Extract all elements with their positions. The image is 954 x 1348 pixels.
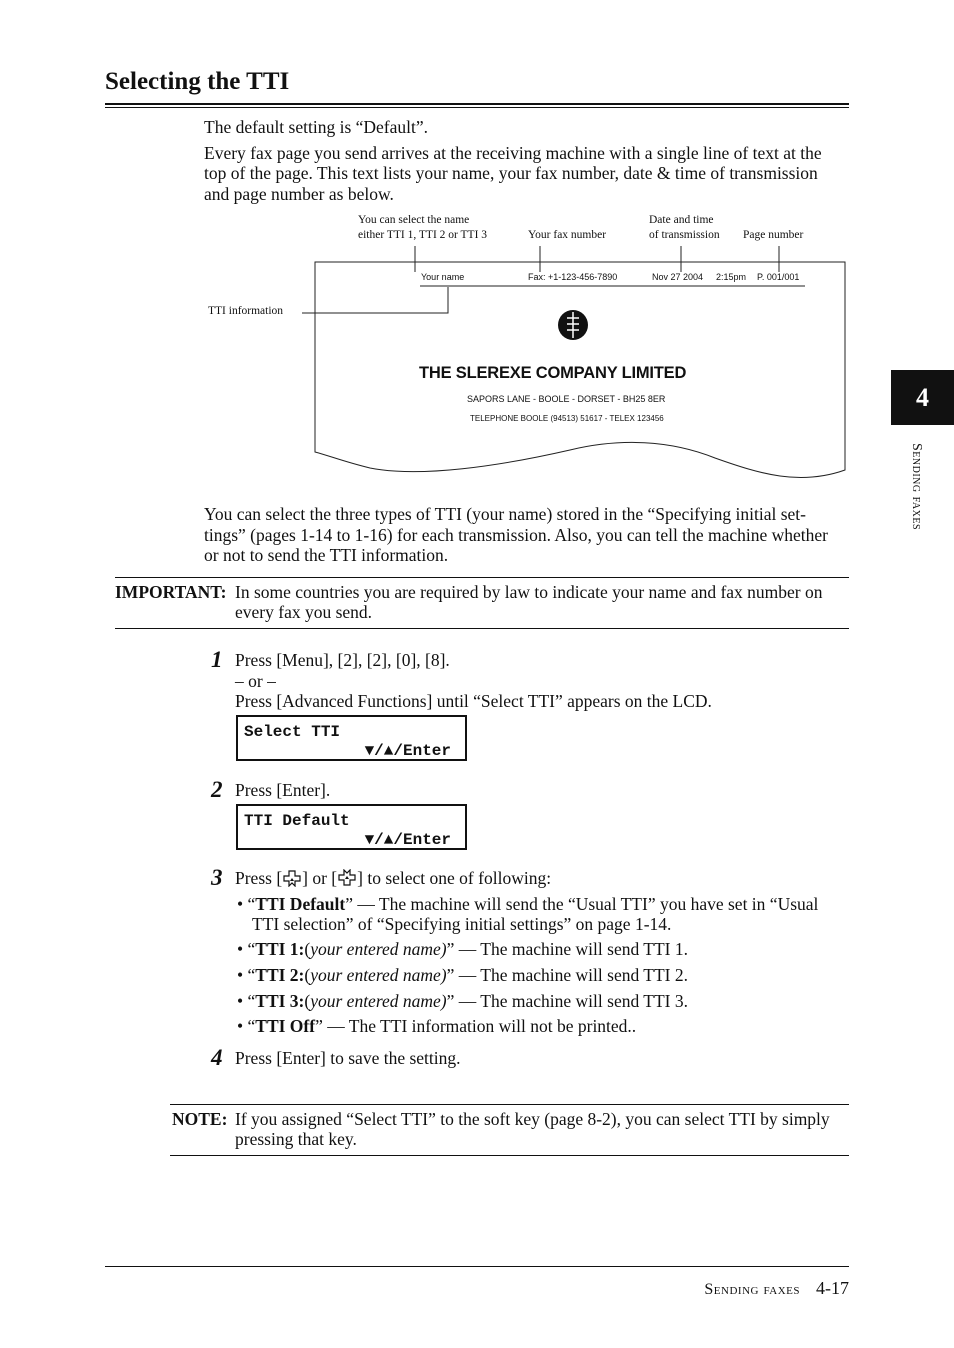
nav-key-down-icon: [282, 869, 302, 887]
header-date: Nov 27 2004: [652, 272, 704, 282]
step-number: 1: [211, 647, 223, 672]
important-rule-bottom: [115, 628, 849, 629]
chapter-tab: 4: [891, 370, 954, 425]
lcd-line-2: ▼/▲/Enter: [364, 831, 451, 849]
select-para-line: or not to send the TTI information.: [204, 545, 449, 565]
option-item-cont: TTI selection” of “Specifying initial settings” on page 1-14.: [252, 914, 672, 934]
header-your-name: Your name: [421, 272, 465, 282]
important-rule-top: [115, 577, 849, 578]
header-fax: Fax: +1-123-456-7890: [528, 272, 618, 282]
note-rule-bottom: [170, 1155, 849, 1156]
note-rule-top: [170, 1104, 849, 1105]
option-item: • “TTI 3:(your entered name)” — The machine will send TTI 3.: [237, 991, 688, 1011]
lcd-line-1: Select TTI: [244, 723, 341, 741]
footer-section: Sending faxes: [704, 1281, 800, 1298]
lcd-display: [236, 804, 467, 850]
callout-fax: Your fax number: [528, 229, 607, 241]
fax-page-illustration: [0, 0, 954, 500]
step-text: Press [ ] or [ ] to select one of following:: [235, 868, 552, 888]
intro-para-line: Every fax page you send arrives at the receiving machine with a single line of text at the: [204, 143, 822, 163]
option-item: • “TTI Off” — The TTI information will not be printed..: [237, 1016, 637, 1036]
lcd-line-2: ▼/▲/Enter: [364, 742, 451, 760]
header-time: 2:15pm: [716, 272, 747, 282]
callout-date-1: Date and time: [649, 214, 714, 226]
important-label: IMPORTANT:: [115, 582, 227, 602]
step-text: Press [Enter] to save the setting.: [235, 1048, 461, 1068]
intro-para-line: top of the page. This text lists your name, your fax number, date & time of transmission: [204, 163, 818, 183]
option-item: • “TTI 1:(your entered name)” — The machine will send TTI 1.: [237, 939, 688, 959]
lcd-display: [236, 715, 467, 761]
step-number: 4: [211, 1045, 223, 1070]
step-text: Press [Menu], [2], [2], [0], [8].: [235, 650, 450, 670]
page-footer: [704, 1278, 849, 1299]
chapter-side-title: Sending faxes: [909, 443, 924, 531]
company-address: SAPORS LANE - BOOLE - DORSET - BH25 8ER: [467, 394, 666, 404]
option-item: • “TTI 2:(your entered name)” — The machine will send TTI 2.: [237, 965, 688, 985]
step-number: 2: [211, 777, 223, 802]
callout-name-1: You can select the name: [358, 214, 470, 226]
header-page: P. 001/001: [757, 272, 800, 282]
company-phone: TELEPHONE BOOLE (94513) 51617 - TELEX 123456: [470, 414, 664, 423]
option-item: • “TTI Default” — The machine will send the “Usual TTI” you have set in “Usual: [237, 894, 819, 914]
callout-name-2: either TTI 1, TTI 2 or TTI 3: [358, 229, 488, 241]
footer-rule: [105, 1266, 849, 1267]
step-text: Press [Advanced Functions] until “Select TTI” appears on the LCD.: [235, 691, 712, 711]
note-text: pressing that key.: [235, 1129, 357, 1149]
tti-info-label: TTI information: [208, 305, 284, 317]
important-text: In some countries you are required by law to indicate your name and fax number on: [235, 582, 823, 602]
lcd-line-1: TTI Default: [244, 812, 350, 830]
page-title: Selecting the TTI: [105, 68, 290, 95]
nav-key-up-icon: [337, 869, 357, 887]
callout-page: Page number: [743, 229, 804, 241]
page-number: 4-17: [816, 1278, 849, 1298]
company-name: THE SLEREXE COMPANY LIMITED: [419, 364, 687, 382]
select-para-line: You can select the three types of TTI (your name) stored in the “Specifying initial set-: [204, 504, 806, 524]
note-label: NOTE:: [172, 1109, 228, 1129]
note-text: If you assigned “Select TTI” to the soft key (page 8-2), you can select TTI by simply: [235, 1109, 830, 1129]
intro-para-line: and page number as below.: [204, 184, 394, 204]
select-para-line: tings” (pages 1-14 to 1-16) for each transmission. Also, you can tell the machine whether: [204, 525, 829, 545]
callout-date-2: of transmission: [649, 229, 720, 241]
step-text: Press [Enter].: [235, 780, 331, 800]
intro-default: The default setting is “Default”.: [204, 117, 429, 137]
step-text: – or –: [235, 671, 276, 691]
important-text: every fax you send.: [235, 602, 373, 622]
step-number: 3: [211, 865, 223, 890]
